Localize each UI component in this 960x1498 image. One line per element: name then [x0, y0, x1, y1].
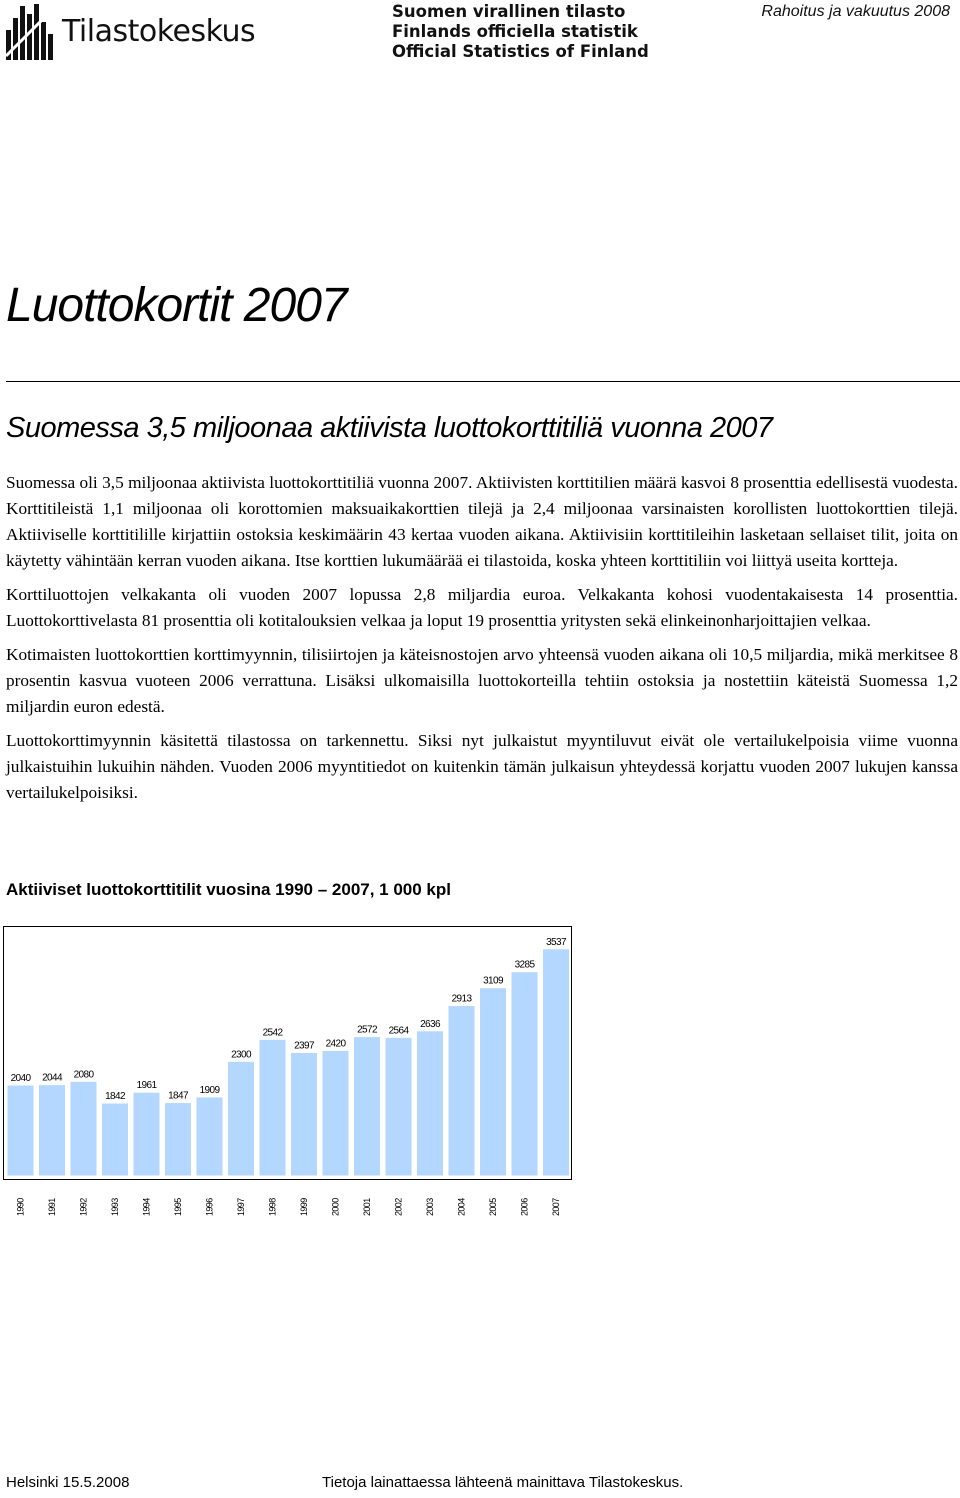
- bar-2006: [511, 972, 538, 1176]
- bar-2003: [417, 1031, 444, 1176]
- data-label-2004: 2913: [451, 993, 472, 1005]
- x-tick-2006: 2006: [519, 1198, 530, 1216]
- bar-1994: [133, 1092, 160, 1176]
- bar-2000: [322, 1050, 349, 1176]
- data-label-2005: 3109: [483, 975, 503, 987]
- bar-2004: [448, 1006, 475, 1176]
- x-tick-2004: 2004: [456, 1198, 467, 1216]
- bar-1999: [291, 1053, 318, 1176]
- page-subtitle: Suomessa 3,5 miljoonaa aktiivista luottokorttitiliä vuonna 2007: [6, 412, 773, 444]
- data-label-1994: 1961: [136, 1080, 157, 1092]
- brand-name: Tilastokeskus: [62, 14, 256, 49]
- x-tick-1998: 1998: [267, 1198, 278, 1216]
- bar-1995: [165, 1103, 192, 1176]
- x-tick-1996: 1996: [204, 1198, 215, 1216]
- data-label-1999: 2397: [294, 1040, 314, 1052]
- bar-2001: [354, 1037, 381, 1176]
- data-label-2000: 2420: [325, 1038, 346, 1050]
- x-tick-1992: 1992: [78, 1198, 89, 1216]
- data-label-2001: 2572: [357, 1024, 377, 1036]
- bar-1992: [70, 1081, 97, 1176]
- bar-1998: [259, 1039, 286, 1176]
- bar-1996: [196, 1097, 223, 1176]
- logo-bars-icon: [6, 4, 54, 62]
- bar-2005: [480, 988, 507, 1176]
- x-tick-1991: 1991: [47, 1198, 57, 1216]
- x-tick-1993: 1993: [110, 1198, 120, 1216]
- x-tick-2007: 2007: [551, 1198, 561, 1216]
- data-label-1993: 1842: [105, 1091, 125, 1103]
- paragraph-2: Korttiluottojen velkakanta oli vuoden 2007 lopussa 2,8 miljardia euroa. Velkakanta kohosi vuodentakaisesta 14 prosenttia. Luottokorttivelasta 81 prosenttia oli kotitalouksien velkaa ja loput 19 prosenttia yritysten sekä elinkeinonharjoittajien velkaa.: [6, 585, 958, 630]
- x-tick-1990: 1990: [15, 1198, 26, 1216]
- x-tick-1995: 1995: [173, 1198, 183, 1216]
- title-divider: [6, 381, 960, 382]
- x-tick-2000: 2000: [330, 1198, 341, 1216]
- data-label-1995: 1847: [168, 1090, 188, 1102]
- body-text: [6, 470, 958, 814]
- paragraph-3: Kotimaisten luottokorttien korttimyynnin, tilisiirtojen ja käteisnostojen arvo yhteensä vuoden aikana oli 10,5 miljardia, mikä merkitsee 8 prosentin kasvua vuoteen 2006 verrattuna. Lisäksi ulkomaisilla luottokorteilla tehtiin ostoksia ja nostettiin käteistä Suomessa 1,2 miljardin euron edestä.: [6, 645, 958, 716]
- footer-citation: Tietoja lainattaessa lähteenä mainittava Tilastokeskus.: [322, 1474, 684, 1491]
- paragraph-1: Suomessa oli 3,5 miljoonaa aktiivista luottokorttitiliä vuonna 2007. Aktiivisten korttitilien määrä kasvoi 8 prosenttia edellisestä vuodesta. Korttitileistä 1,1 miljoonaa oli korottomien maksuaikakorttien tilejä ja 2,4 miljoonaa varsinaisten korollisten luottokorttien tilejä. Aktiiviselle korttitilille kirjattiin ostoksia keskimäärin 43 kertaa vuoden aikana. Aktiivisiin korttitileihin lasketaan sellaiset tilit, joita on käytetty vähintään kerran vuoden aikana. Itse korttien lukumäärää ei tilastoida, koska yhteen korttitiliin voi liittyä useita kortteja.: [6, 473, 958, 570]
- series-label: Rahoitus ja vakuutus 2008: [761, 3, 950, 20]
- official-line-fi: Suomen virallinen tilasto: [392, 2, 626, 21]
- x-tick-2001: 2001: [362, 1198, 372, 1216]
- bar-1991: [39, 1085, 66, 1176]
- data-label-1990: 2040: [10, 1073, 31, 1084]
- official-line-sv: Finlands officiella statistik: [392, 22, 638, 41]
- x-tick-1997: 1997: [236, 1198, 246, 1216]
- bar-1990: [7, 1085, 34, 1176]
- official-line-en: Official Statistics of Finland: [392, 42, 649, 61]
- bar-chart: [0, 926, 580, 1226]
- page-title: Luottokortit 2007: [6, 279, 347, 332]
- tilastokeskus-logo: [6, 4, 306, 62]
- bar-2007: [543, 949, 570, 1176]
- data-label-1998: 2542: [262, 1027, 283, 1039]
- x-tick-1999: 1999: [299, 1198, 309, 1216]
- bar-1997: [228, 1061, 255, 1176]
- data-label-2007: 3537: [546, 936, 566, 948]
- data-label-2002: 2564: [388, 1025, 409, 1037]
- data-label-2003: 2636: [420, 1018, 440, 1030]
- official-statistics-label: [392, 2, 649, 62]
- footer-place-date: Helsinki 15.5.2008: [6, 1474, 130, 1491]
- data-label-1997: 2300: [231, 1049, 251, 1061]
- data-label-1996: 1909: [199, 1084, 220, 1096]
- bar-2002: [385, 1037, 412, 1176]
- paragraph-4: Luottokorttimyynnin käsitettä tilastossa on tarkennettu. Siksi nyt julkaistut myyntiluvut eivät ole vertailukelpoisia viime vuonna julkaistuihin lukuihin nähden. Vuoden 2006 myyntitiedot on kuitenkin tämän julkaisun yhteydessä korjattu vuoden 2007 lukujen kanssa vertailukelpoisiksi.: [6, 731, 958, 802]
- x-tick-2005: 2005: [488, 1198, 498, 1216]
- data-label-1991: 2044: [42, 1072, 62, 1084]
- data-label-1992: 2080: [73, 1069, 94, 1081]
- bar-1993: [102, 1103, 129, 1176]
- x-tick-2003: 2003: [425, 1198, 435, 1216]
- chart-title: Aktiiviset luottokorttitilit vuosina 1990 – 2007, 1 000 kpl: [6, 880, 451, 899]
- data-label-2006: 3285: [514, 959, 535, 971]
- x-tick-1994: 1994: [141, 1198, 152, 1216]
- x-tick-2002: 2002: [393, 1198, 404, 1216]
